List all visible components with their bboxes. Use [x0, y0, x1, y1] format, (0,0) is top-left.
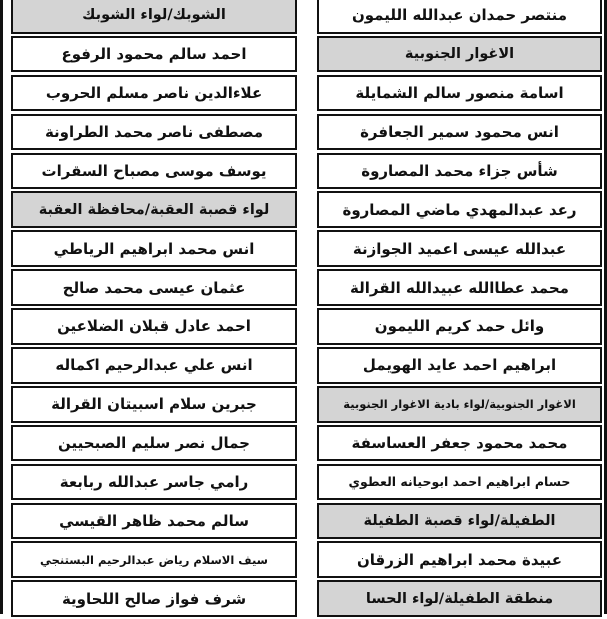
- name-entry: اسامة منصور سالم الشمايلة: [317, 75, 602, 112]
- name-entry: شرف فواز صالح اللحاوية: [11, 580, 297, 617]
- name-entry: مصطفى ناصر محمد الطراونة: [11, 114, 297, 151]
- name-entry: عثمان عيسى محمد صالح: [11, 269, 297, 306]
- name-entry: جمال نصر سليم الصبحيين: [11, 425, 297, 462]
- name-entry: عبدالله عيسى اعميد الجوازنة: [317, 230, 602, 267]
- name-entry: انس محمود سمير الجعافرة: [317, 114, 602, 151]
- name-entry: علاءالدين ناصر مسلم الحروب: [11, 75, 297, 112]
- name-entry: منتصر حمدان عبدالله الليمون: [317, 0, 602, 34]
- section-header: الطفيلة/لواء قصبة الطفيلة: [317, 503, 602, 540]
- name-entry: شأس جزاء محمد المصاروة: [317, 153, 602, 190]
- name-entry: جبرين سلام اسبيتان القرالة: [11, 386, 297, 423]
- right-name-column: [317, 0, 602, 619]
- section-header: لواء قصبة العقبة/محافظة العقبة: [11, 191, 297, 228]
- left-name-column: [11, 0, 297, 619]
- name-entry: حسام ابراهيم احمد ابوحيانه العطوي: [317, 464, 602, 501]
- section-header: الشوبك/لواء الشوبك: [11, 0, 297, 34]
- name-entry: انس علي عبدالرحيم اكماله: [11, 347, 297, 384]
- name-entry: انس محمد ابراهيم الرياطي: [11, 230, 297, 267]
- name-entry: رامي جاسر عبدالله ربابعة: [11, 464, 297, 501]
- name-entry: محمد محمود جعفر العساسفة: [317, 425, 602, 462]
- left-border-rule: [0, 0, 3, 614]
- name-entry: يوسف موسى مصباح السقرات: [11, 153, 297, 190]
- name-entry: ابراهيم احمد عايد الهويمل: [317, 347, 602, 384]
- section-header: الاغوار الجنوبية/لواء بادية الاغوار الجنوبية: [317, 386, 602, 423]
- name-entry: احمد سالم محمود الرفوع: [11, 36, 297, 73]
- section-header: الاغوار الجنوبية: [317, 36, 602, 73]
- name-entry: وائل حمد كريم الليمون: [317, 308, 602, 345]
- name-entry: سالم محمد ظاهر القيسي: [11, 503, 297, 540]
- name-entry: احمد عادل قبلان الضلاعين: [11, 308, 297, 345]
- name-entry: رعد عبدالمهدي ماضي المصاروة: [317, 191, 602, 228]
- name-entry: عبيدة محمد ابراهيم الزرقان: [317, 541, 602, 578]
- name-entry: محمد عطاالله عبيدالله القرالة: [317, 269, 602, 306]
- name-entry: سيف الاسلام رياض عبدالرحيم البستنجي: [11, 541, 297, 578]
- section-header: منطقة الطفيلة/لواء الحسا: [317, 580, 602, 617]
